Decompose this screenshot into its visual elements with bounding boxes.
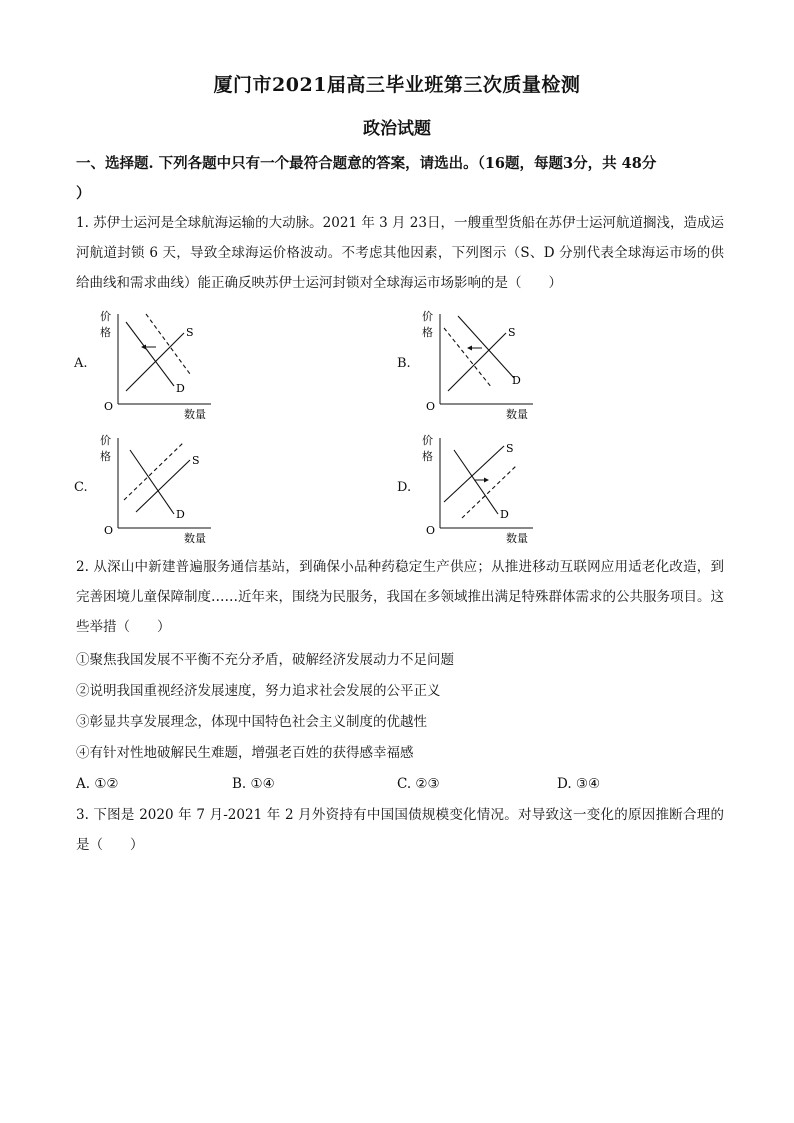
option-d-graph[interactable] bbox=[418, 430, 568, 552]
demand-curve bbox=[458, 316, 514, 378]
y-label-2: 格 bbox=[422, 450, 433, 463]
supply-label: S bbox=[506, 442, 514, 455]
supply-curve bbox=[444, 446, 504, 502]
q2-item-2: ②说明我国重视经济发展速度，努力追求社会发展的公平正义 bbox=[76, 683, 441, 699]
q2-answer-a[interactable]: A. ①② bbox=[76, 776, 119, 792]
origin-label: O bbox=[104, 524, 114, 537]
question-2-stem: 2. 从深山中新建普遍服务通信基站，到确保小品种药稳定生产供应；从推进移动互联网应用适老化改造，到完善困境儿童保障制度……近年来，围绕为民服务，我国在多领域推出满足特殊群体需求的公共服务项目。这些举措（ ） bbox=[76, 559, 724, 635]
option-a-graph[interactable] bbox=[96, 306, 246, 428]
supply-curve-shifted bbox=[124, 442, 184, 500]
x-label: 数量 bbox=[506, 408, 528, 421]
option-c-svg bbox=[96, 430, 246, 552]
option-b-letter[interactable]: B. bbox=[397, 356, 411, 371]
section-heading-line1: 一、选择题. 下列各题中只有一个最符合题意的答案，请选出。（16题，每题3分，共 48分 bbox=[76, 155, 657, 172]
supply-curve bbox=[136, 460, 190, 512]
origin-label: O bbox=[104, 400, 114, 413]
q2-item-4: ④有针对性地破解民生难题，增强老百姓的获得感幸福感 bbox=[76, 745, 414, 761]
x-label: 数量 bbox=[184, 532, 206, 545]
demand-label: D bbox=[176, 382, 185, 395]
q2-answer-d[interactable]: D. ③④ bbox=[557, 776, 601, 792]
option-a-svg bbox=[96, 306, 246, 428]
supply-curve bbox=[448, 333, 506, 391]
shift-arrow-right-icon bbox=[484, 478, 489, 483]
question-3-stem: 3. 下图是 2020 年 7 月-2021 年 2 月外资持有中国国债规模变化情况。对导致这一变化的原因推断合理的是（ ） bbox=[76, 807, 724, 853]
x-label: 数量 bbox=[184, 408, 206, 421]
origin-label: O bbox=[426, 524, 436, 537]
q2-item-1: ①聚焦我国发展不平衡不充分矛盾，破解经济发展动力不足问题 bbox=[76, 652, 454, 668]
y-label-2: 格 bbox=[100, 450, 111, 463]
q2-answer-b[interactable]: B. ①④ bbox=[232, 776, 275, 792]
q2-answer-c[interactable]: C. ②③ bbox=[397, 776, 440, 792]
y-label-1: 价 bbox=[422, 434, 433, 447]
supply-label: S bbox=[186, 326, 194, 339]
option-d-letter[interactable]: D. bbox=[397, 480, 412, 495]
y-label-2: 格 bbox=[100, 326, 111, 339]
y-label-1: 价 bbox=[100, 310, 111, 323]
demand-label: D bbox=[176, 508, 185, 521]
origin-label: O bbox=[426, 400, 436, 413]
shift-arrow-left-icon bbox=[467, 346, 472, 351]
q2-item-3: ③彰显共享发展理念，体现中国特色社会主义制度的优越性 bbox=[76, 714, 427, 730]
subject-title: 政治试题 bbox=[363, 119, 431, 139]
option-b-graph[interactable] bbox=[418, 306, 568, 428]
option-c-letter[interactable]: C. bbox=[74, 480, 88, 495]
option-c-graph[interactable] bbox=[96, 430, 246, 552]
option-b-svg bbox=[418, 306, 568, 428]
x-label: 数量 bbox=[506, 532, 528, 545]
demand-label: D bbox=[512, 374, 521, 387]
demand-label: D bbox=[500, 508, 509, 521]
y-label-1: 价 bbox=[422, 310, 433, 323]
question-1-stem: 1. 苏伊士运河是全球航海运输的大动脉。2021 年 3 月 23日，一艘重型货船在苏伊士运河航道搁浅，造成运河航道封锁 6 天，导致全球海运价格波动。不考虑其他因素，下列图示（S、D 分别代表全球海运市场的供给曲线和需求曲线）能正确反映苏伊士运河封锁对全球海运市场影响的是（ ） bbox=[76, 215, 724, 291]
y-label-2: 格 bbox=[422, 326, 433, 339]
y-label-1: 价 bbox=[100, 434, 111, 447]
demand-curve bbox=[454, 450, 498, 514]
page-title: 厦门市2021届高三毕业班第三次质量检测 bbox=[213, 74, 581, 96]
demand-curve bbox=[126, 322, 174, 386]
supply-label: S bbox=[192, 454, 200, 467]
option-a-letter[interactable]: A. bbox=[74, 356, 88, 371]
option-d-svg bbox=[418, 430, 568, 552]
section-heading bbox=[76, 149, 726, 209]
supply-label: S bbox=[508, 326, 516, 339]
section-heading-line2: ） bbox=[76, 185, 91, 202]
demand-curve-shifted bbox=[444, 328, 492, 388]
